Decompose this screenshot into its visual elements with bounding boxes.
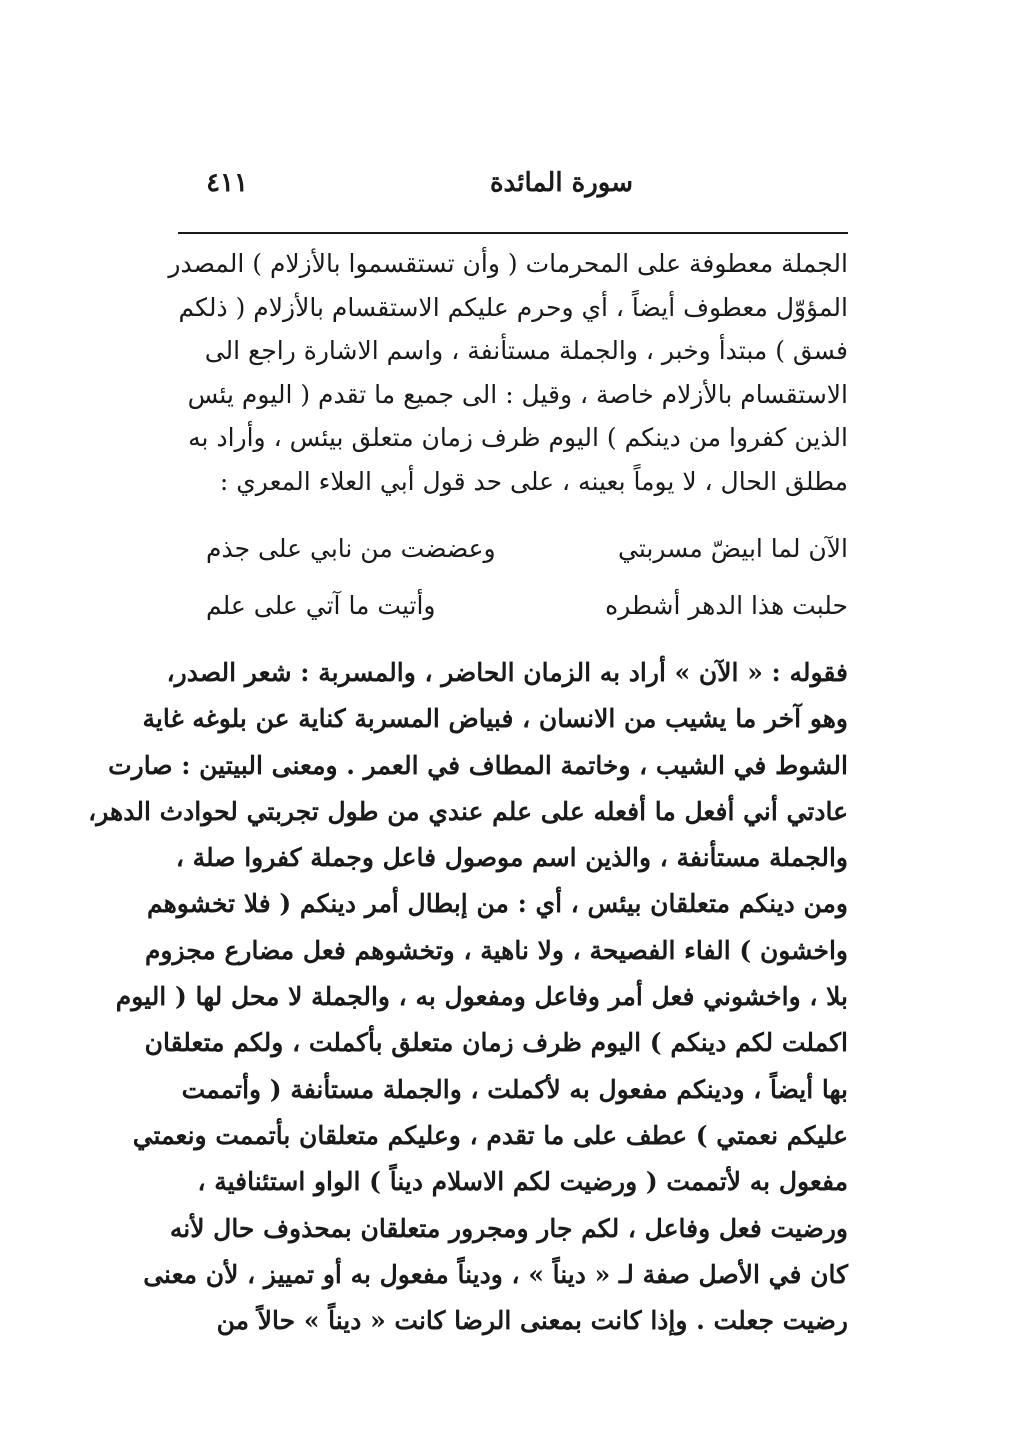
commentary-paragraph-2 [88,650,848,1344]
running-title: سورة المائدة [489,168,633,198]
text-line: بلا ، واخشوني فعل أمر وفاعل ومفعول به ، والجملة لا محل لها ( اليوم [115,982,848,1012]
text-line: فقوله : « الآن » أراد به الزمان الحاضر ، والمسربة : شعر الصدر، [166,658,848,687]
text-line: الذين كفروا من دينكم ) اليوم ظرف زمان متعلق بيئس ، وأراد به [188,423,848,452]
text-line: الاستقسام بالأزلام خاصة ، وقيل : الى جميع ما تقدم ( اليوم يئس [187,379,848,409]
text-line: ورضيت فعل وفاعل ، لكم جار ومجرور متعلقان بمحذوف حال لأنه [169,1213,848,1243]
text-line: واخشون ) الفاء الفصيحة ، ولا ناهية ، وتخشوهم فعل مضارع مجزوم [144,935,848,965]
text-line: عادتي أني أفعل ما أفعله على علم عندي من طول تجربتي لحوادث الدهر، [88,796,848,826]
poem-verse-1 [178,526,848,586]
commentary-paragraph-1 [168,242,848,503]
text-line: ومن دينكم متعلقان بيئس ، أي : من إبطال أمر دينكم ( فلا تخشوهم [146,889,848,919]
page-number: ٤١١ [206,168,248,198]
text-line: مطلق الحال ، لا يوماً بعينه ، على حد قول أبي العلاء المعري : [219,466,848,496]
text-line: الجملة معطوفة على المحرمات ( وأن تستقسموا بالأزلام ) المصدر [168,249,848,278]
text-line: بها أيضاً ، ودينكم مفعول به لأكملت ، والجملة مستأنفة ( وأتممت [181,1074,848,1104]
text-line: مفعول به لأتممت ( ورضيت لكم الاسلام ديناً ) الواو استئنافية ، [197,1167,848,1197]
text-line: اكملت لكم دينكم ) اليوم ظرف زمان متعلق بأكملت ، ولكم متعلقان [144,1028,848,1058]
verse-second-hemistich: وعضضت من نابي على جذم [206,534,496,563]
text-line: المؤوّل معطوف أيضاً ، أي وحرم عليكم الاستقسام بالأزلام ( ذلكم [178,292,848,322]
text-line: عليكم نعمتي ) عطف على ما تقدم ، وعليكم متعلقان بأتممت ونعمتي [132,1120,848,1150]
verse-second-hemistich: وأتيت ما آتي على علم [206,591,436,620]
text-line: وهو آخر ما يشيب من الانسان ، فبياض المسربة كناية عن بلوغه غاية [142,704,848,734]
page-header [178,168,848,208]
verse-first-hemistich: حلبت هذا الدهر أشطره [605,591,848,620]
verse-first-hemistich: الآن لما ابيضّ مسربتي [618,534,848,563]
text-line: فسق ) مبتدأ وخبر ، والجملة مستأنفة ، واسم الاشارة راجع الى [204,336,848,365]
text-line: الشوط في الشيب ، وخاتمة المطاف في العمر . ومعنى البيتين : صارت [108,750,848,780]
poem-verse-2 [178,583,848,643]
text-line: كان في الأصل صفة لـ « ديناً » ، وديناً مفعول به أو تمييز ، لأن معنى [143,1259,848,1289]
text-line: رضيت جعلت . وإذا كانت بمعنى الرضا كانت « ديناً » حالاً من [216,1306,848,1336]
text-line: والجملة مستأنفة ، والذين اسم موصول فاعل وجملة كفروا صلة ، [175,843,848,873]
header-rule [178,232,848,234]
